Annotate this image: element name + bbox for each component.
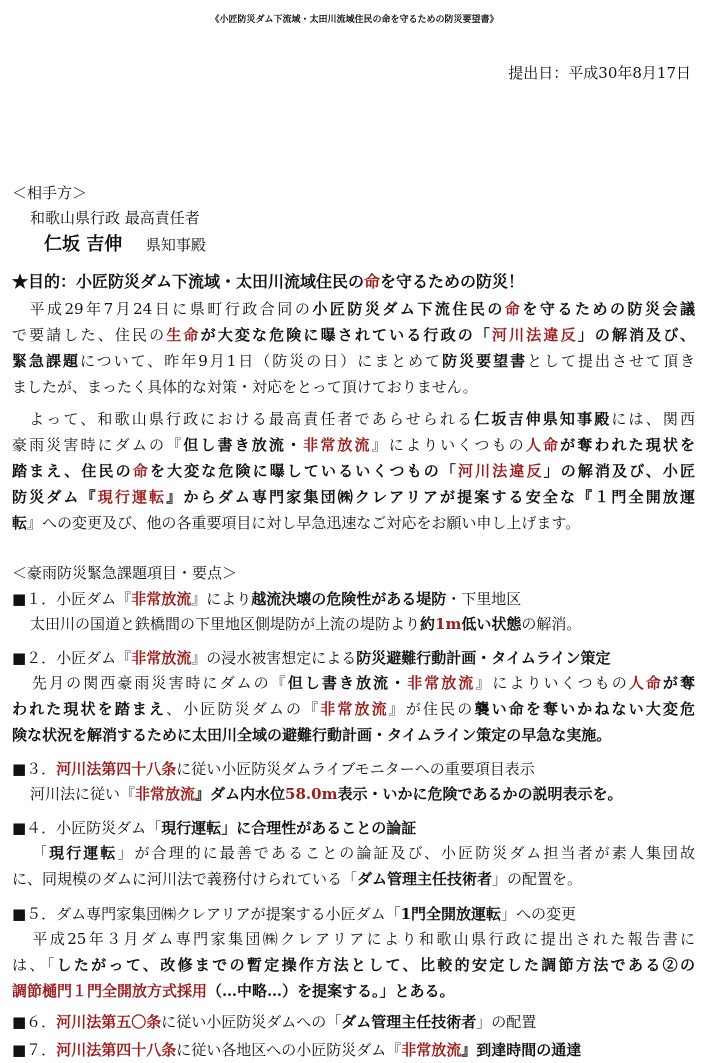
item1-detail: 太田川の国道と鉄橋間の下里地区側堤防が上流の堤防より約1m低い状態の解消。: [30, 615, 582, 633]
item5-detail-line3: 調節樋門１門全開放方式採用（…中略…）を提案する。」とある。: [12, 982, 455, 1000]
item2-detail-line3: 険な状況を解消するために太田川全域の避難行動計画・タイムライン策定の早急な実施。: [12, 726, 612, 744]
item3-detail: 河川法に従い『非常放流』ダム内水位58.0m表示・いかに危険であるかの説明表示を。: [30, 785, 623, 803]
purpose-statement: ★目的：小匠防災ダム下流域・太田川流域住民の命を守るための防災！: [12, 272, 525, 291]
recipient-honorific: 県知事殿: [145, 236, 206, 254]
para2-line5: 転』への変更及び、他の各重要項目に対し早急迅速なご対応をお願い申し上げます。: [12, 514, 581, 532]
para1-line2: で要請した、住民の生命が大変な危険に曝されている行政の「河川法違反」の解消及び、: [12, 326, 695, 344]
item2-detail-line1: 先月の関西豪雨災害時にダムの『但し書き放流・非常放流』によりいくつもの人命が奪: [30, 674, 695, 692]
item7-title: ■７．河川法第四十八条に従い各地区への小匠防災ダム『非常放流』到達時間の通達: [12, 1041, 582, 1059]
item2-title: ■２．小匠ダム『非常放流』の浸水被害想定による防災避難行動計画・タイムライン策定: [12, 649, 611, 667]
document-title: 《小匠防災ダム下流域・太田川流域住民の命を守るための防災要望書》: [210, 15, 499, 25]
item6-title: ■６．河川法第五〇条に従い小匠防災ダムへの「ダム管理主任技術者」の配置: [12, 1013, 537, 1031]
submission-date: 提出日：平成30年8月17日: [508, 64, 691, 82]
recipient-name-line: [44, 235, 206, 255]
section-header: ＜豪雨防災緊急課題項目・要点＞: [12, 564, 238, 582]
item2-detail-line2: われた現状を踏まえ、小匠防災ダムの『非常放流』が住民の襲い命を奪いかねない大変危: [12, 700, 695, 718]
item4-detail-line2: に、同規模のダムに河川法で義務付けられている「ダム管理主任技術者」の配置を。: [12, 870, 583, 888]
para2-line2: 豪雨災害時にダムの『但し書き放流・非常放流』によりいくつもの人命が奪われた現状を: [12, 436, 695, 454]
item5-detail-line1: 平成25年３月ダム専門家集団㈱クレアリアにより和歌山県行政に提出された報告書に: [30, 930, 695, 948]
item4-title: ■４．小匠防災ダム「現行運転」に合理性があることの論証: [12, 819, 417, 837]
para2-line4: 防災ダム『現行運転』からダム専門家集団㈱クレアリアが提案する安全な『１門全開放運: [12, 488, 695, 506]
para1-line3: 緊急課題について、昨年9月1日（防災の日）にまとめて防災要望書として提出させて頂き: [12, 352, 695, 370]
recipient-header: ＜相手方＞: [12, 184, 88, 202]
item3-title: ■３．河川法第四十八条に従い小匠防災ダムライブモニターへの重要項目表示: [12, 760, 535, 778]
item4-detail-line1: 「現行運転」が合理的に最善であることの論証及び、小匠防災ダム担当者が素人集団故: [30, 844, 695, 862]
para2-line3: 踏まえ、住民の命を大変な危険に曝しているいくつもの「河川法違反」の解消及び、小匠: [12, 462, 695, 480]
para1-line1: 平成29年7月24日に県町行政合同の小匠防災ダム下流住民の命を守るための防災会議: [27, 300, 695, 318]
recipient-org: 和歌山県行政 最高責任者: [30, 209, 200, 227]
item5-detail-line2: は、「したがって、改修までの暫定操作方法として、比較的安定した調節方法である②の: [12, 956, 695, 974]
item1-title: ■１．小匠ダム『非常放流』により越流決壊の危険性がある堤防・下里地区: [12, 590, 522, 608]
recipient-name: 仁坂 吉伸: [44, 234, 123, 255]
para1-line4: ましたが、まったく具体的な対策・対応をとって頂けておりません。: [12, 378, 478, 396]
para2-line1: よって、和歌山県行政における最高責任者であらせられる仁坂吉伸県知事殿には、関西: [27, 410, 695, 428]
item5-title: ■５．ダム専門家集団㈱クレアリアが提案する小匠ダム「1門全開放運転」への変更: [12, 905, 577, 923]
